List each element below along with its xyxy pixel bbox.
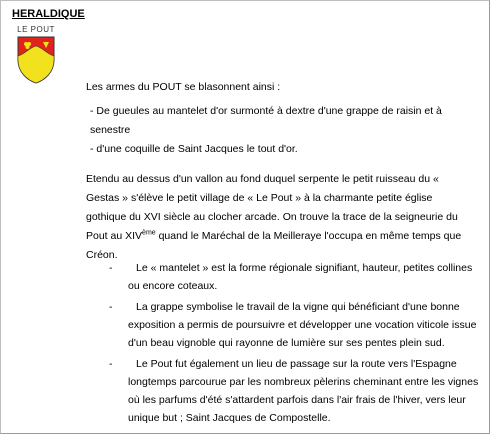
bullet-dash: - <box>109 262 113 274</box>
bullet-dash: - <box>109 358 113 370</box>
list-item <box>109 355 479 427</box>
village-description <box>86 170 466 265</box>
description-text: Etendu au dessus d'un vallon au fond duquel serpente le petit ruisseau du « Gestas » s'élève le petit village de « Le Pout » à la charmante petite église gothique du XVI siècle au clocher arcade. On trouve la trace de la seigneurie du Pout au XIV <box>86 173 458 242</box>
page-heading: HERALDIQUE <box>12 8 85 20</box>
list-item-text: Le Pout fut également un lieu de passage sur la route vers l'Espagne longtemps parcourue par les nombreux pèlerins cheminant entre les vignes où les parfums d'été s'attardent parfois dans l'air frais de l'hiver, vers leur unique but ; Saint Jacques de Compostelle. <box>128 358 479 424</box>
list-item <box>109 298 479 352</box>
description-superscript: ème <box>142 229 156 237</box>
coat-of-arms <box>15 25 57 85</box>
description-text-end: quand le Maréchal de la Meilleraye l'occupa en même temps que Créon. <box>86 230 462 261</box>
list-item-text: La grappe symbolise le travail de la vigne qui bénéficiant d'une bonne exposition a permis de poursuivre et développer une vocation viticole issue d'un beau vignoble qui rayonne de lumière sur ses pentes plein sud. <box>128 301 477 349</box>
arms-description <box>86 102 466 159</box>
shield-icon <box>17 36 55 84</box>
symbol-list <box>109 259 479 430</box>
crest-label: LE POUT <box>17 25 55 34</box>
intro-text: Les armes du POUT se blasonnent ainsi : <box>86 81 281 93</box>
bullet-dash: - <box>109 301 113 313</box>
arms-line-2: - d'une coquille de Saint Jacques le tout d'or. <box>90 143 298 155</box>
list-item <box>109 259 479 295</box>
arms-line-1: - De gueules au mantelet d'or surmonté à dextre d'une grappe de raisin et à senestre <box>90 105 442 136</box>
list-item-text: Le « mantelet » est la forme régionale signifiant, hauteur, petites collines ou encore coteaux. <box>128 262 473 292</box>
